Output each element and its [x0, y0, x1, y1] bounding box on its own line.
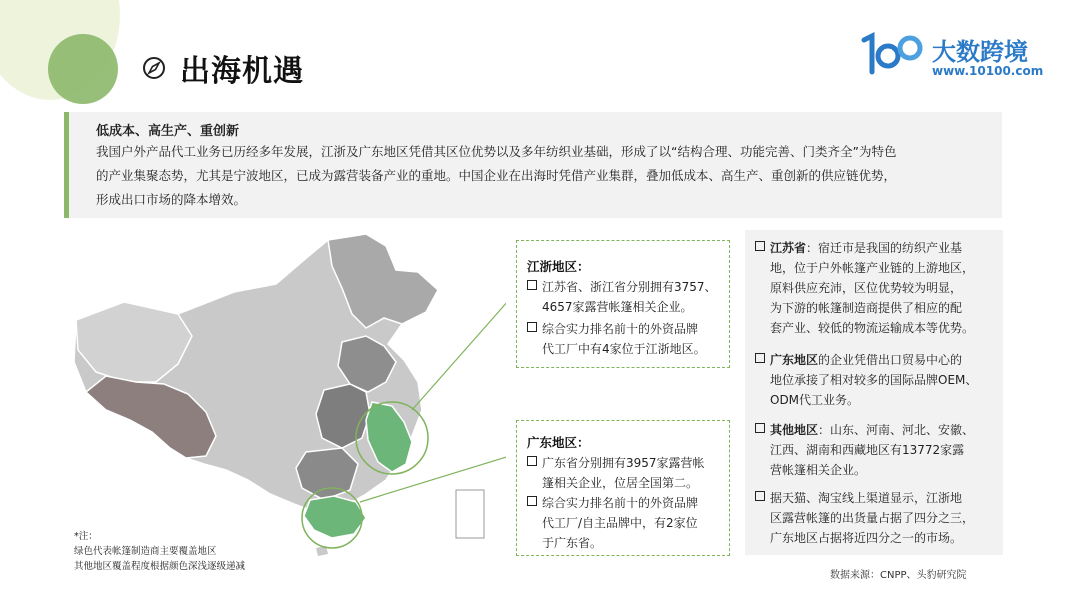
jiangzhe-box: [516, 240, 730, 368]
checkbox-square-icon: [527, 456, 537, 466]
guangdong-bullet-1: 广东省分别拥有3957家露营帐 篷相关企业，位居全国第二。: [527, 453, 705, 493]
map-south-sea-inset: [456, 490, 484, 538]
map-note-line: 绿色代表帐篷制造商主要覆盖地区: [74, 546, 217, 557]
intro-accent-bar: [64, 112, 69, 218]
data-source: 数据来源：CNPP、头豹研究院: [830, 570, 967, 581]
map-note-line: 其他地区覆盖程度根据颜色深浅逐级递减: [74, 561, 246, 572]
decor-circle-green: [48, 34, 118, 104]
jiangzhe-bullet-2: 综合实力排名前十的外资品牌 代工厂中有4家位于江浙地区。: [527, 319, 706, 359]
right-item-online: 据天猫、淘宝线上渠道显示，江浙地 区露营帐篷的出货量占据了四分之三， 广东地区占据将近四分之一的市场。: [755, 488, 997, 548]
checkbox-square-icon: [755, 491, 765, 501]
guangdong-box: [516, 420, 730, 556]
intro-line: 的产业集聚态势，尤其是宁波地区，已成为露营装备产业的重地。中国企业在出海时凭借产业集群，叠加低成本、高生产、重创新的供应链优势，: [96, 168, 897, 183]
intro-line: 形成出口市场的降本增效。: [96, 192, 247, 207]
right-info-panel: [745, 230, 1003, 555]
checkbox-square-icon: [755, 423, 765, 433]
logo-text: 大数跨境: [932, 38, 1028, 66]
map-note-line: *注：: [74, 531, 98, 542]
checkbox-square-icon: [527, 280, 537, 290]
map-note: [74, 529, 245, 574]
checkbox-square-icon: [755, 353, 765, 363]
intro-box: [64, 112, 1002, 218]
checkbox-square-icon: [527, 322, 537, 332]
china-map: [66, 232, 506, 562]
compass-icon: [142, 56, 166, 80]
logo-mark-icon: [858, 30, 928, 78]
map-central-region: [316, 384, 370, 448]
logo-url: www.10100.com: [932, 64, 1044, 78]
checkbox-square-icon: [527, 496, 537, 506]
jiangzhe-bullet-1: 江苏省、浙江省分别拥有3757、 4657家露营帐篷相关企业。: [527, 277, 717, 317]
intro-body: [96, 140, 996, 212]
right-item-jiangsu: 江苏省：宿迁市是我国的纺织产业基 地，位于户外帐篷产业链的上游地区， 原料供应充沛，区位优势较为明显， 为下游的帐篷制造商提供了相应的配 套产业、较低的物流运输成本等优势。: [755, 238, 997, 338]
page-title: 出海机遇: [180, 54, 304, 89]
guangdong-bullet-2: 综合实力排名前十的外资品牌 代工厂/自主品牌中，有2家位 于广东省。: [527, 493, 698, 553]
guangdong-title: 广东地区：: [527, 435, 590, 450]
brand-logo: [858, 30, 1058, 82]
right-item-other: 其他地区：山东、河南、河北、安徽、 江西、湖南和西藏地区有13772家露 营帐篷相关企业。: [755, 420, 997, 480]
right-item-guangdong: 广东地区的企业凭借出口贸易中心的 地位承接了相对较多的国际品牌OEM、 ODM代工业务。: [755, 350, 997, 410]
jiangzhe-title: 江浙地区：: [527, 259, 590, 274]
intro-heading: 低成本、高生产、重创新: [96, 124, 240, 139]
intro-line: 我国户外产品代工业务已历经多年发展，江浙及广东地区凭借其区位优势以及多年纺织业基础，形成了以“结构合理、功能完善、门类齐全”为特色: [96, 144, 897, 159]
checkbox-square-icon: [755, 241, 765, 251]
